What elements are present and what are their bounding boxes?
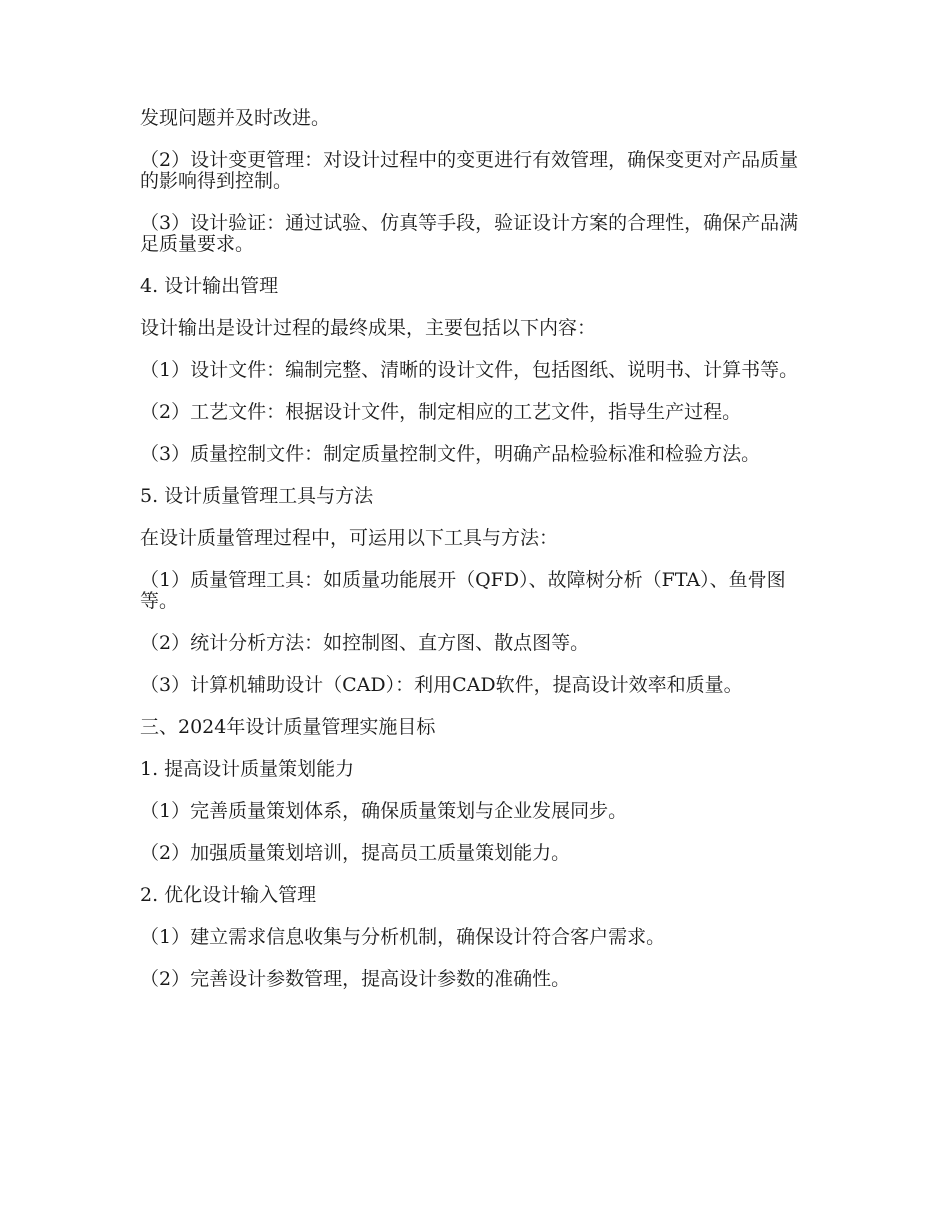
paragraph-tools-intro: 在设计质量管理过程中，可运用以下工具与方法：: [140, 527, 559, 549]
paragraph-design-documents: （1）设计文件：编制完整、清晰的设计文件，包括图纸、说明书、计算书等。: [140, 359, 799, 381]
section-heading-input-management: 2. 优化设计输入管理: [140, 884, 317, 906]
paragraph-design-change: （2）设计变更管理：对设计过程中的变更进行有效管理，确保变更对产品质量的影响得到控制。: [140, 149, 799, 192]
paragraph-statistical-methods: （2）统计分析方法：如控制图、直方图、散点图等。: [140, 632, 590, 654]
paragraph-parameter-management: （2）完善设计参数管理，提高设计参数的准确性。: [140, 968, 571, 990]
section-heading-design-output: 4. 设计输出管理: [140, 275, 279, 297]
paragraph-requirements-collection: （1）建立需求信息收集与分析机制，确保设计符合客户需求。: [140, 926, 666, 948]
paragraph-planning-system: （1）完善质量策划体系，确保质量策划与企业发展同步。: [140, 800, 628, 822]
paragraph-output-intro: 设计输出是设计过程的最终成果，主要包括以下内容：: [140, 317, 597, 339]
section-heading-tools-methods: 5. 设计质量管理工具与方法: [140, 485, 374, 507]
paragraph-cad: （3）计算机辅助设计（CAD）：利用CAD软件，提高设计效率和质量。: [140, 674, 743, 696]
paragraph-process-documents: （2）工艺文件：根据设计文件，制定相应的工艺文件，指导生产过程。: [140, 401, 742, 423]
paragraph-planning-training: （2）加强质量策划培训，提高员工质量策划能力。: [140, 842, 571, 864]
paragraph-design-verification: （3）设计验证：通过试验、仿真等手段，验证设计方案的合理性，确保产品满足质量要求。: [140, 212, 799, 255]
paragraph-quality-control-documents: （3）质量控制文件：制定质量控制文件，明确产品检验标准和检验方法。: [140, 443, 761, 465]
paragraph-continuation: 发现问题并及时改进。: [140, 107, 331, 129]
section-heading-planning-ability: 1. 提高设计质量策划能力: [140, 758, 355, 780]
paragraph-quality-tools: （1）质量管理工具：如质量功能展开（QFD）、故障树分析（FTA）、鱼骨图等。: [140, 569, 786, 612]
chapter-heading-2024-goals: 三、2024年设计质量管理实施目标: [140, 716, 436, 738]
document-body: [140, 108, 810, 1011]
